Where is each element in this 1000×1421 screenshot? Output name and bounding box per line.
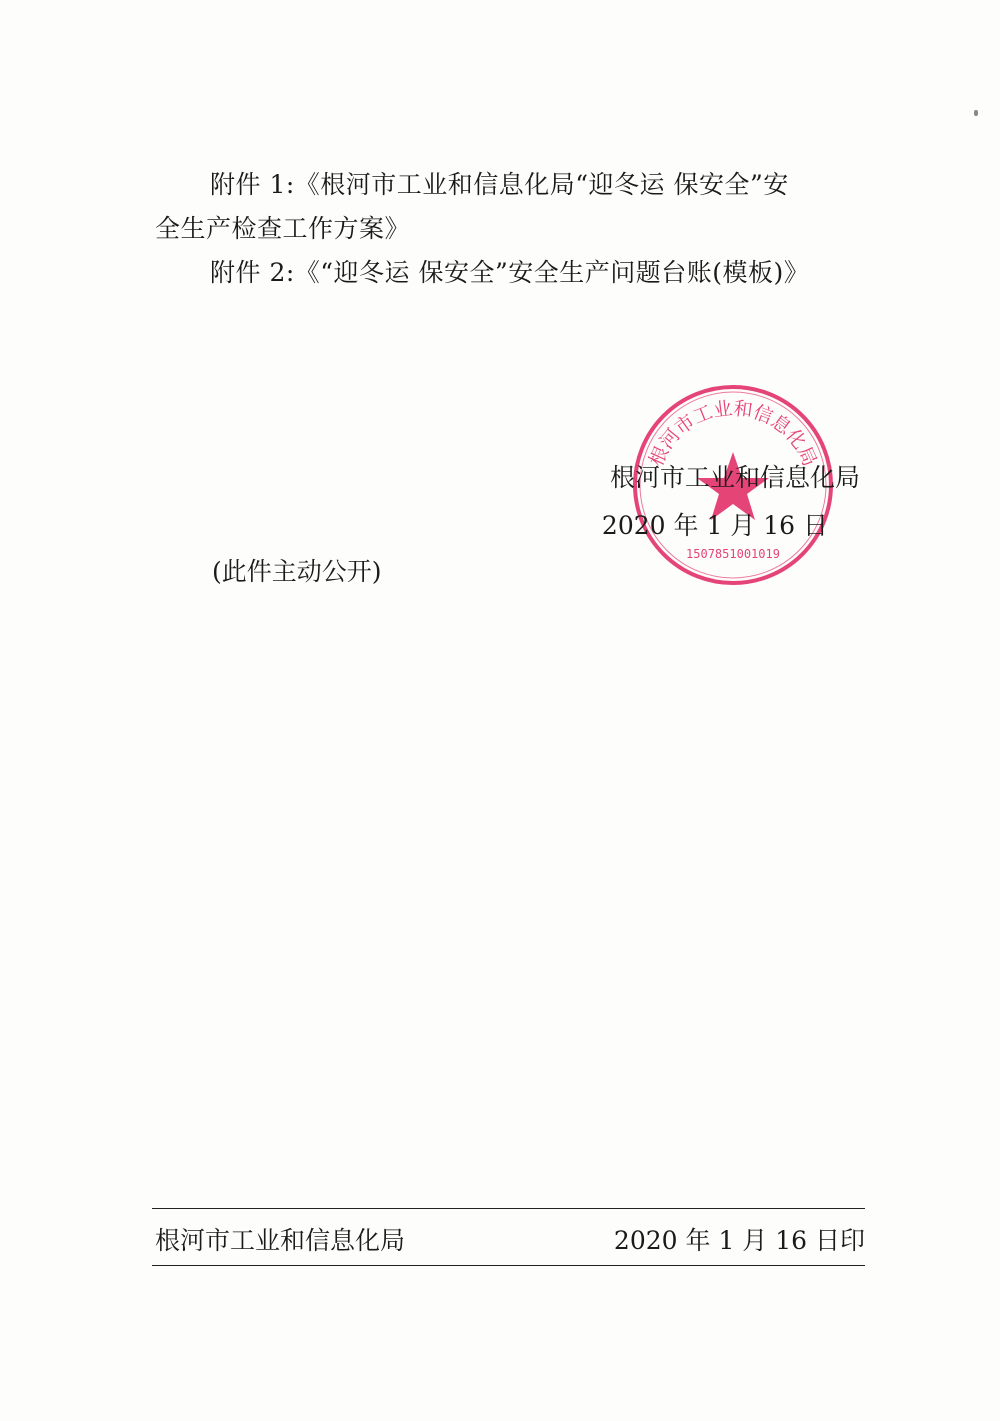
attachments-block <box>155 163 865 295</box>
attachment-1-line-1: 附件 1:《根河市工业和信息化局“迎冬运 保安全”安 <box>210 170 789 199</box>
attachment-2: 附件 2:《“迎冬运 保安全”安全生产问题台账(模板)》 <box>210 258 810 287</box>
footer-organization: 根河市工业和信息化局 <box>155 1226 406 1255</box>
signing-date: 2020 年 1 月 16 日 <box>601 511 828 540</box>
seal-text: 根河市工业和信息化局 <box>645 397 821 470</box>
footer-bottom-rule <box>152 1265 865 1266</box>
footer-print-date: 2020 年 1 月 16 日印 <box>613 1226 865 1255</box>
disclosure-note: (此件主动公开) <box>212 557 382 586</box>
footer-top-rule <box>152 1208 865 1209</box>
scan-speck <box>974 110 978 116</box>
seal-number: 1507851001019 <box>686 547 780 561</box>
footer <box>155 1221 865 1257</box>
attachment-1-line-2: 全生产检查工作方案》 <box>155 214 411 243</box>
signing-organization: 根河市工业和信息化局 <box>609 463 860 492</box>
